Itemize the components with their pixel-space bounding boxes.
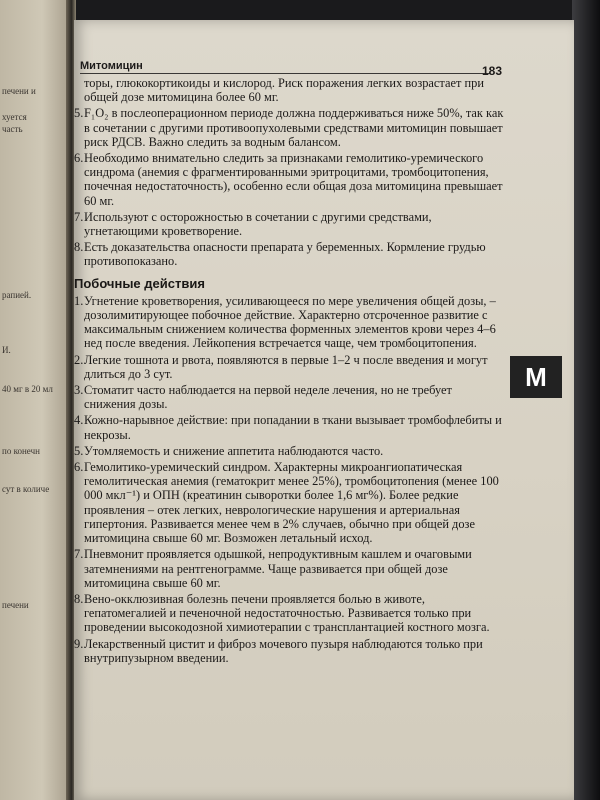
item-text: Необходимо внимательно следить за признаками гемолитико-уремического синдрома (анемия с фрагментированными эритроцитами, тромбоцитопения, почечная недостаточность), особенно если общая доза митомицина превышает 60 мг. (84, 151, 503, 208)
item-number: 7. (74, 209, 84, 224)
page-number: 183 (482, 64, 503, 78)
item-number: 8. (74, 240, 84, 255)
item-number: 7. (74, 547, 84, 562)
item-text: торы, глюкокортикоиды и кислород. Риск поражения легких возрастает при общей дозе митомицина более 60 мг. (84, 76, 484, 105)
item-number: 6. (74, 460, 84, 475)
list-item (74, 383, 506, 411)
section-heading: Побочные действия (74, 275, 205, 291)
page-edge (572, 0, 600, 800)
list-item (74, 547, 506, 590)
item-text: Стоматит часто наблюдается на первой неделе лечения, но не требует снижения дозы. (84, 383, 452, 412)
list-item (74, 413, 506, 441)
list-item (74, 592, 506, 635)
list-item (74, 460, 506, 545)
item-text: Пневмонит проявляется одышкой, непродуктивным кашлем и очаговыми затемнениями на рентгенограмме. Чаще развивается при общей дозе митомицина свыше 60 мг. (84, 547, 472, 590)
list-item (74, 240, 506, 268)
item-text: Кожно-нарывное действие: при попадании в ткани вызывает тромбофлебиты и некрозы. (84, 413, 502, 442)
book-page (74, 20, 574, 800)
item-text: Утомляемость и снижение аппетита наблюдаются часто. (84, 443, 384, 458)
item-text: Лекарственный цистит и фиброз мочевого пузыря наблюдаются только при внутрипузырном введении. (84, 636, 483, 665)
item-number: 9. (74, 636, 84, 651)
item-text: Используют с осторожностью в сочетании с другими средствами, угнетающими кроветворение. (84, 209, 432, 239)
running-head: Митомицин (80, 60, 490, 74)
list-item (74, 210, 506, 238)
list-item (74, 444, 506, 458)
page-body (74, 76, 506, 667)
list-item (74, 76, 506, 104)
adjacent-left-page: печени и хуется часть рапией. И. 40 мг в 20 мл по конечн сут в количе печени (0, 0, 70, 800)
list-item (74, 637, 506, 665)
list-item (74, 106, 506, 149)
item-text: Угнетение кроветворения, усиливающееся по мере увеличения общей дозы, – дозолимитирующее побочное действие. Характерно отсроченное развитие с максимальным снижением количества форменных элементов крови через 4–6 нед после введения. Лейкопения встречается чаще, чем тромбоцитопения. (84, 293, 496, 351)
item-text: Вено-окклюзивная болезнь печени проявляется болью в животе, гепатомегалией и печеночной недостаточностью. Развивается только при проведении высокодозной химиотерапии с трансплантацией костного мозга. (84, 591, 490, 635)
list-item (74, 294, 506, 351)
item-text: Гемолитико-уремический синдром. Характерны микроангиопатическая гемолитическая анемия (гематокрит менее 25%), тромбоцитопения (менее 100 000 мкл⁻¹) и ОПН (креатинин сыворотки более 1,6 мг%). Более редкие проявления – отек легких, неврологические нарушения и артериальная гипертония. Развивается менее чем в 2% случаев, обычно при общей дозе митомицина свыше 60 мг. Возможен летальный исход. (84, 460, 499, 546)
thumb-index-tab: M (510, 356, 562, 398)
list-item (74, 151, 506, 208)
item-number: 3. (74, 383, 84, 398)
continued-list (74, 76, 506, 269)
item-number: 8. (74, 591, 84, 606)
list-item (74, 353, 506, 381)
side-effects-list (74, 294, 506, 665)
item-number: 5. (74, 443, 84, 458)
item-number: 5. (74, 106, 84, 121)
item-number: 2. (74, 352, 84, 367)
item-text: Легкие тошнота и рвота, появляются в первые 1–2 ч после введения и могут длиться до 3 сут. (84, 352, 488, 381)
item-text: Есть доказательства опасности препарата у беременных. Кормление грудью противопоказано. (84, 240, 486, 269)
item-number: 6. (74, 151, 84, 166)
item-text: F₁O₂ в послеоперационном периоде должна поддерживаться ниже 50%, так как в сочетании с другими противоопухолевыми средствами митомицин повышает риск РДСВ. Важно следить за водным балансом. (84, 106, 504, 149)
item-number: 1. (74, 293, 84, 308)
item-number: 4. (74, 413, 84, 428)
